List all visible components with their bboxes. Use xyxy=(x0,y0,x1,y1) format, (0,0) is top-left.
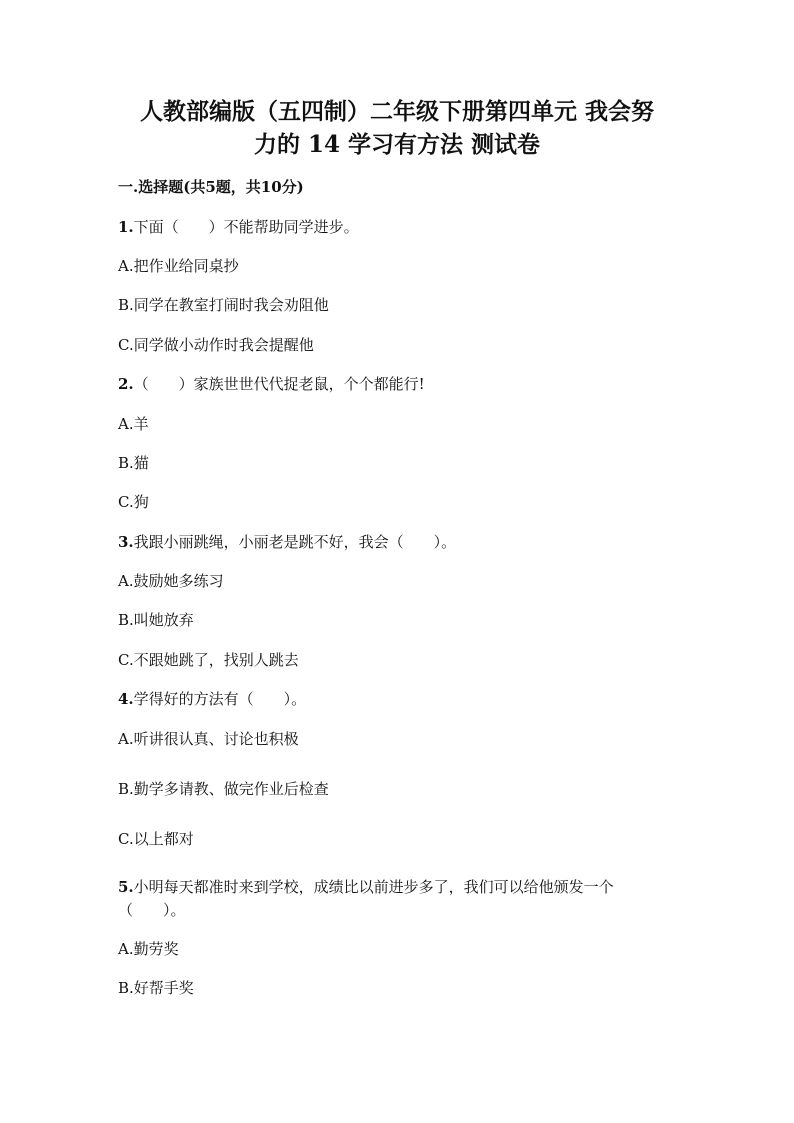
option-4c: C.以上都对 xyxy=(118,830,194,848)
option-4b: B.勤学多请教、做完作业后检查 xyxy=(118,780,329,798)
option-4a: A.听讲很认真、讨论也积极 xyxy=(118,730,299,748)
question-3 xyxy=(118,535,456,550)
question-number: 4. xyxy=(118,690,134,708)
question-number: 2. xyxy=(118,375,134,393)
page-title-line-2: 力的 14 学习有方法 测试卷 xyxy=(253,131,541,158)
option-1a: A.把作业给同桌抄 xyxy=(118,257,239,275)
question-stem: 我跟小丽跳绳，小丽老是跳不好，我会（ ）。 xyxy=(133,533,457,551)
section-heading: 一.选择题(共5题，共10分) xyxy=(118,178,304,196)
option-3b: B.叫她放弃 xyxy=(118,611,194,629)
question-number: 1. xyxy=(118,218,134,236)
option-2c: C.狗 xyxy=(118,493,149,511)
question-number: 5. xyxy=(118,878,134,896)
question-number: 3. xyxy=(118,533,134,551)
question-stem: 下面（ ）不能帮助同学进步。 xyxy=(133,218,359,236)
question-stem: 小明每天都准时来到学校，成绩比以前进步多了，我们可以给他颁发一个 xyxy=(133,878,614,896)
option-1b: B.同学在教室打闹时我会劝阻他 xyxy=(118,296,329,314)
question-5 xyxy=(118,880,614,895)
option-1c: C.同学做小动作时我会提醒他 xyxy=(118,336,314,354)
option-3a: A.鼓励她多练习 xyxy=(118,572,224,590)
question-stem: （ ）家族世世代代捉老鼠，个个都能行! xyxy=(133,375,425,393)
question-1 xyxy=(118,220,359,235)
option-3c: C.不跟她跳了，找别人跳去 xyxy=(118,651,299,669)
question-5-continuation: （ ）。 xyxy=(118,901,186,919)
option-5b: B.好帮手奖 xyxy=(118,979,194,997)
question-stem: 学得好的方法有（ ）。 xyxy=(133,690,307,708)
option-2b: B.猫 xyxy=(118,454,149,472)
page-title-line-1: 人教部编版（五四制）二年级下册第四单元 我会努 xyxy=(139,98,654,125)
option-5a: A.勤劳奖 xyxy=(118,940,179,958)
question-2 xyxy=(118,377,425,392)
question-4 xyxy=(118,692,306,707)
option-2a: A.羊 xyxy=(118,415,149,433)
